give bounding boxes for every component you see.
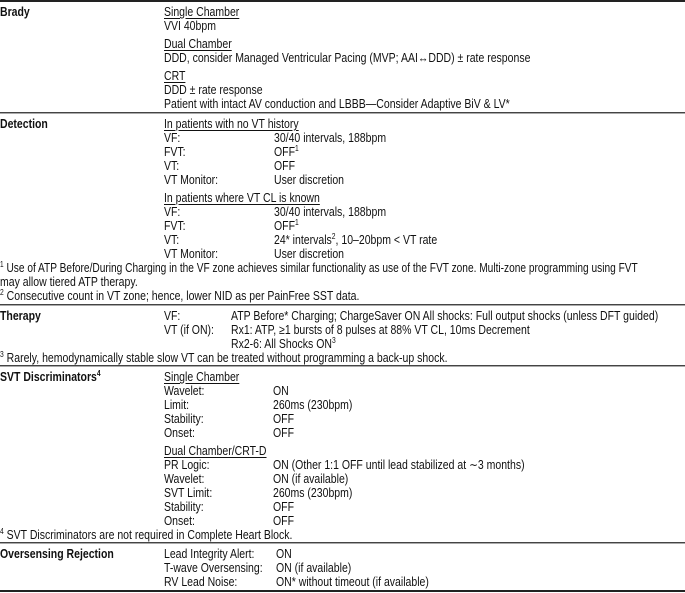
section-title — [0, 370, 101, 384]
row-value: ON — [273, 384, 289, 398]
row-label: VF: — [164, 131, 181, 145]
row-label: RV Lead Noise: — [164, 575, 238, 589]
row-label: PR Logic: — [164, 458, 210, 472]
section-title: Detection — [0, 117, 48, 131]
subheading: Single Chamber — [164, 370, 240, 384]
footnote-text: Consecutive count in VT zone; hence, lower NID as per PainFree SST data. — [6, 289, 360, 303]
row-label: VT: — [164, 233, 180, 247]
row-label: VT Monitor: — [164, 173, 219, 187]
footnote-text: SVT Discriminators are not required in Complete Heart Block. — [6, 528, 293, 542]
section-divider — [0, 542, 685, 544]
footnote-4 — [0, 528, 292, 542]
footnote-mark: 3 — [0, 350, 4, 359]
footnote-text: Use of ATP Before/During Charging in the VF zone achieves similar functionality as use of the FVT zone. Multi-zone programming using FVT — [6, 261, 638, 275]
row-value: 30/40 intervals, 188bpm — [274, 131, 387, 145]
row-value: ON — [276, 547, 292, 561]
row-label: Stability: — [164, 500, 204, 514]
value-text: 24* intervals — [274, 233, 332, 247]
row-value — [274, 145, 299, 159]
row-value: ON (if available) — [273, 472, 349, 486]
row-label: VT (if ON): — [164, 323, 214, 337]
row-label: T-wave Oversensing: — [164, 561, 263, 575]
row-value: OFF — [273, 514, 294, 528]
setting-text: DDD, consider Managed Ventricular Pacing (MVP; AAI↔DDD) ± rate response — [164, 51, 531, 65]
row-label: Limit: — [164, 398, 190, 412]
footnote-mark: 2 — [0, 288, 4, 297]
footnote-ref: 1 — [295, 218, 299, 227]
row-label: Wavelet: — [164, 472, 205, 486]
title-text: SVT Discriminators — [0, 370, 97, 384]
row-value: User discretion — [274, 247, 345, 261]
section-divider — [0, 112, 685, 114]
row-value: ON (Other 1:1 OFF until lead stabilized at ∼3 months) — [273, 458, 525, 472]
row-value: ATP Before* Charging; ChargeSaver ON All shocks: Full output shocks (unless DFT guided) — [231, 309, 659, 323]
row-value: ON* without timeout (if available) — [276, 575, 429, 589]
row-label: VF: — [164, 205, 181, 219]
footnote-ref: 4 — [96, 369, 101, 378]
footnote-ref: 2 — [331, 232, 336, 241]
section-title: Brady — [0, 5, 30, 19]
footnote-ref: 1 — [295, 144, 299, 153]
subheading: In patients with no VT history — [164, 117, 299, 131]
footnote-3 — [0, 351, 447, 365]
row-value: User discretion — [274, 173, 345, 187]
subheading: Single Chamber — [164, 5, 240, 19]
row-label: Wavelet: — [164, 384, 205, 398]
row-label: FVT: — [164, 145, 186, 159]
section-divider — [0, 304, 685, 306]
footnote-text: Rarely, hemodynamically stable slow VT can be treated without programming a back-up shock. — [6, 351, 448, 365]
row-value: 260ms (230bpm) — [273, 398, 353, 412]
row-label: FVT: — [164, 219, 186, 233]
row-label: Onset: — [164, 426, 195, 440]
row-label: Onset: — [164, 514, 195, 528]
row-value: OFF — [273, 412, 294, 426]
row-label: VT: — [164, 159, 180, 173]
footnote-mark: 1 — [0, 260, 4, 269]
table-top-border — [0, 0, 685, 2]
subheading: CRT — [164, 69, 186, 83]
row-value — [231, 337, 336, 351]
footnote-mark: 4 — [0, 527, 4, 536]
value-text: OFF — [274, 219, 295, 233]
value-text: OFF — [274, 145, 295, 159]
row-value: OFF — [273, 500, 294, 514]
row-value — [274, 233, 437, 247]
subheading: Dual Chamber — [164, 37, 232, 51]
row-value: OFF — [274, 159, 295, 173]
section-title: Therapy — [0, 309, 41, 323]
row-value: ON (if available) — [276, 561, 352, 575]
row-value — [274, 219, 299, 233]
setting-text: Patient with intact AV conduction and LBBB—Consider Adaptive BiV & LV* — [164, 97, 510, 111]
row-value: OFF — [273, 426, 294, 440]
row-value: 30/40 intervals, 188bpm — [274, 205, 387, 219]
value-text: , 10–20bpm < VT rate — [335, 233, 438, 247]
footnote-1-cont: may allow tiered ATP therapy. — [0, 275, 138, 289]
row-label: VF: — [164, 309, 181, 323]
footnote-1 — [0, 261, 638, 275]
footnote-2 — [0, 289, 359, 303]
row-value: Rx1: ATP, ≥1 bursts of 8 pulses at 88% VT CL, 10ms Decrement — [231, 323, 530, 337]
setting-text: DDD ± rate response — [164, 83, 263, 97]
subheading: Dual Chamber/CRT-D — [164, 444, 267, 458]
subheading: In patients where VT CL is known — [164, 191, 320, 205]
value-text: Rx2-6: All Shocks ON — [231, 337, 332, 351]
row-label: SVT Limit: — [164, 486, 213, 500]
footnote-ref: 3 — [331, 336, 336, 345]
table-bottom-border — [0, 590, 685, 592]
row-label: Lead Integrity Alert: — [164, 547, 255, 561]
section-divider — [0, 365, 685, 367]
section-title: Oversensing Rejection — [0, 547, 114, 561]
row-label: VT Monitor: — [164, 247, 219, 261]
row-value: 260ms (230bpm) — [273, 486, 353, 500]
row-label: Stability: — [164, 412, 204, 426]
setting-text: VVI 40bpm — [164, 19, 216, 33]
